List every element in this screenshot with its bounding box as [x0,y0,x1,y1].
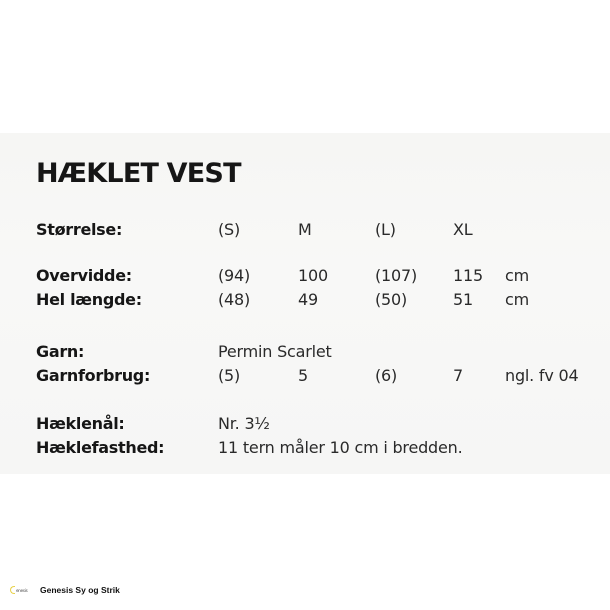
gauge-row [0,437,610,459]
hook-row [0,413,610,435]
yarn-row [0,341,610,363]
yarn-usage-row [0,365,610,387]
size-s: (S) [218,220,241,239]
width-l: (107) [375,266,418,285]
length-label: Hel længde: [36,290,142,309]
length-xl: 51 [453,290,473,309]
length-s: (48) [218,290,251,309]
size-row [0,219,610,241]
yarn-usage-l: (6) [375,366,398,385]
length-m: 49 [298,290,318,309]
yarn-usage-s: (5) [218,366,241,385]
length-row [0,289,610,311]
width-unit: cm [505,266,529,285]
document-title: HÆKLET VEST [36,158,241,189]
width-m: 100 [298,266,328,285]
yarn-label: Garn: [36,342,85,361]
size-m: M [298,220,312,239]
footer-watermark [10,583,120,597]
logo-g-mark [10,586,15,594]
width-row [0,265,610,287]
hook-label: Hæklenål: [36,414,125,433]
yarn-usage-label: Garnforbrug: [36,366,151,385]
brand-name: Genesis Sy og Strik [40,585,120,595]
yarn-usage-xl: 7 [453,366,463,385]
gauge-value: 11 tern måler 10 cm i bredden. [218,438,463,457]
width-s: (94) [218,266,251,285]
hook-value: Nr. 3½ [218,414,270,433]
width-label: Overvidde: [36,266,132,285]
logo-text: enesis [16,587,28,593]
gauge-label: Hæklefasthed: [36,438,165,457]
yarn-usage-m: 5 [298,366,308,385]
size-label: Størrelse: [36,220,123,239]
length-l: (50) [375,290,408,309]
yarn-usage-unit: ngl. fv 04 [505,366,579,385]
yarn-value: Permin Scarlet [218,342,332,361]
size-l: (L) [375,220,396,239]
length-unit: cm [505,290,529,309]
genesis-logo-icon [10,585,32,595]
width-xl: 115 [453,266,483,285]
size-xl: XL [453,220,473,239]
